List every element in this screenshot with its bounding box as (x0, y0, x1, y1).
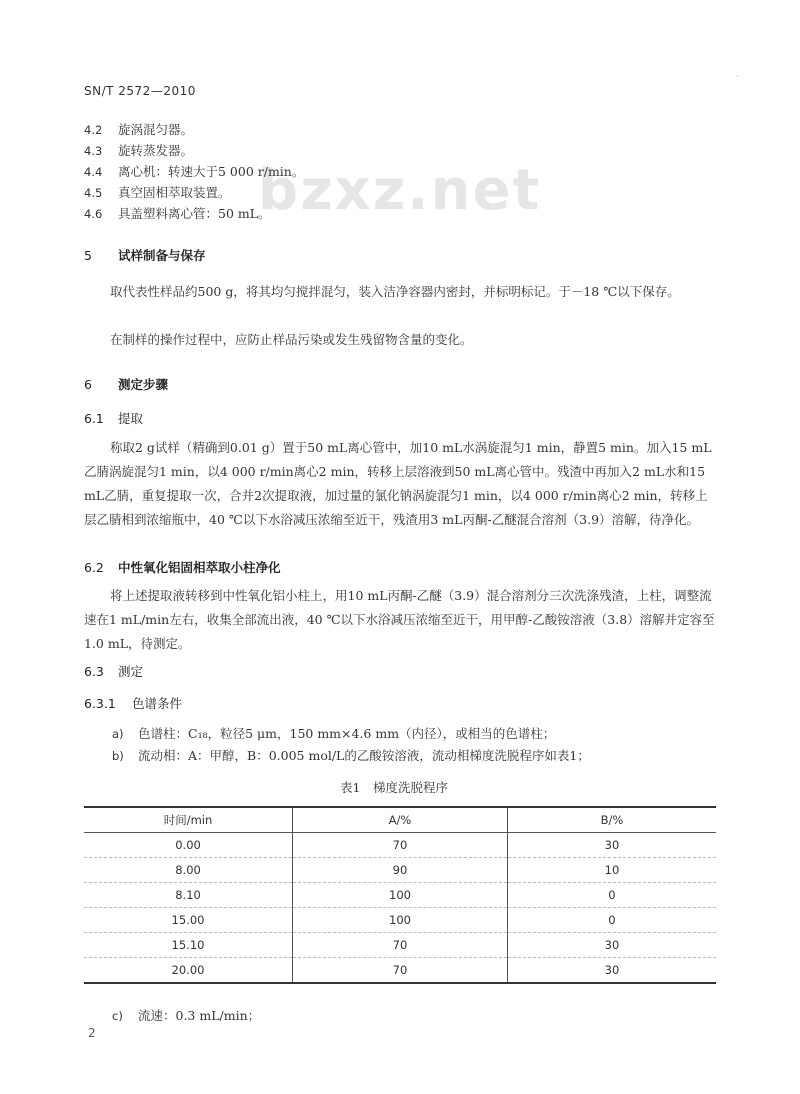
edge-mark: · (736, 72, 740, 83)
item-number: 4.4 (84, 165, 103, 179)
item-text: 色谱柱：C₁₈，粒径5 μm，150 mm×4.6 mm（内径），或相当的色谱柱； (138, 726, 556, 741)
cell-b: 0 (507, 883, 716, 908)
table-row (84, 833, 716, 858)
section-number: 5 (84, 248, 92, 263)
item-label: a) (112, 727, 124, 741)
paragraph-purification: 将上述提取液转移到中性氧化铝小柱上，用10 mL丙酮-乙醚（3.9）混合溶剂分三次洗涤残渣，上柱，调整流速在1 mL/min左右，收集全部流出液，40 ℃以下水浴减压浓缩至近干，用甲醇-乙酸铵溶液（3.8）溶解并定容至1.0 mL，待测定。 (84, 588, 715, 651)
item-number: 4.6 (84, 207, 103, 221)
item-text: 离心机：转速大于5 000 r/min。 (118, 164, 305, 179)
cell-b: 30 (507, 833, 716, 858)
column-header-b: B/% (507, 807, 716, 833)
cell-time: 8.10 (84, 883, 293, 908)
paragraph-sample-note: 在制样的操作过程中，应防止样品污染或发生残留物含量的变化。 (110, 332, 473, 347)
cell-time: 20.00 (84, 958, 293, 984)
cell-b: 30 (507, 958, 716, 984)
watermark: bzxz.net (258, 158, 542, 223)
section-title: 中性氧化铝固相萃取小柱净化 (118, 560, 281, 575)
item-text: 流动相：A：甲醇，B：0.005 mol/L的乙酸铵溶液，流动相梯度洗脱程序如表1； (138, 748, 590, 763)
list-item (84, 204, 271, 222)
section-number: 6.1 (84, 411, 104, 426)
section-number: 6.3 (84, 664, 104, 679)
table-header-row (84, 807, 716, 833)
list-item (112, 746, 590, 764)
section-title: 提取 (118, 411, 144, 426)
section-number: 6.2 (84, 560, 104, 575)
subsection-heading-6-3 (84, 662, 143, 680)
list-item (112, 724, 555, 742)
paragraph-extraction: 称取2 g试样（精确到0.01 g）置于50 mL离心管中，加10 mL水涡旋混匀1 min，静置5 min。加入15 mL乙腈涡旋混匀1 min，以4 000 r/min离心2 min，转移上层溶液到50 mL离心管中。残渣中再加入2 mL水和15 mL乙腈，重复提取一次，合并2次提取液，加过量的氯化钠涡旋混匀1 min，以4 000 r/min离心2 min，转移上层乙腈相到浓缩瓶中，40 ℃以下水浴减压浓缩至近干，残渣用3 mL丙酮-乙醚混合溶剂（3.9）溶解，待净化。 (84, 440, 712, 527)
gradient-table (84, 806, 716, 984)
cell-time: 0.00 (84, 833, 293, 858)
subsection-heading-6-1 (84, 409, 143, 427)
table-row (84, 958, 716, 984)
item-text: 流速：0.3 mL/min； (138, 1008, 261, 1023)
section-number: 6 (84, 377, 92, 392)
standard-code-header: SN/T 2572—2010 (84, 84, 196, 98)
item-text: 旋涡混匀器。 (118, 122, 194, 137)
page-number: 2 (88, 1026, 96, 1040)
list-item (84, 120, 193, 138)
section-title: 试样制备与保存 (118, 248, 206, 263)
list-item (112, 1006, 260, 1024)
cell-b: 30 (507, 933, 716, 958)
section-heading-6 (84, 375, 168, 393)
section-title: 测定步骤 (118, 377, 169, 392)
subsection-heading-6-2 (84, 558, 281, 576)
section-number: 6.3.1 (84, 696, 116, 711)
cell-a: 70 (293, 933, 508, 958)
cell-a: 100 (293, 883, 508, 908)
table-row (84, 858, 716, 883)
cell-time: 15.00 (84, 908, 293, 933)
table-row (84, 908, 716, 933)
item-label: b) (112, 749, 124, 763)
list-item (84, 183, 231, 201)
paragraph-sample-prep: 取代表性样品约500 g，将其均匀搅拌混匀，装入洁净容器内密封，并标明标记。于－18 ℃以下保存。 (110, 284, 680, 299)
subsection-heading-6-3-1 (84, 694, 182, 712)
cell-a: 70 (293, 958, 508, 984)
section-title: 色谱条件 (132, 696, 183, 711)
table-title: 表1 梯度洗脱程序 (340, 780, 448, 795)
cell-a: 70 (293, 833, 508, 858)
cell-a: 90 (293, 858, 508, 883)
item-number: 4.2 (84, 123, 103, 137)
item-number: 4.3 (84, 144, 103, 158)
table-row (84, 883, 716, 908)
item-number: 4.5 (84, 186, 103, 200)
list-item (84, 141, 193, 159)
section-title: 测定 (118, 664, 144, 679)
cell-time: 8.00 (84, 858, 293, 883)
column-header-a: A/% (293, 807, 508, 833)
column-header-time: 时间/min (84, 807, 293, 833)
cell-b: 10 (507, 858, 716, 883)
item-text: 具盖塑料离心管：50 mL。 (118, 206, 271, 221)
cell-b: 0 (507, 908, 716, 933)
section-heading-5 (84, 246, 206, 264)
cell-time: 15.10 (84, 933, 293, 958)
item-text: 真空固相萃取装置。 (118, 185, 231, 200)
item-text: 旋转蒸发器。 (118, 143, 194, 158)
list-item (84, 162, 304, 180)
table-row (84, 933, 716, 958)
item-label: c) (112, 1009, 123, 1023)
cell-a: 100 (293, 908, 508, 933)
